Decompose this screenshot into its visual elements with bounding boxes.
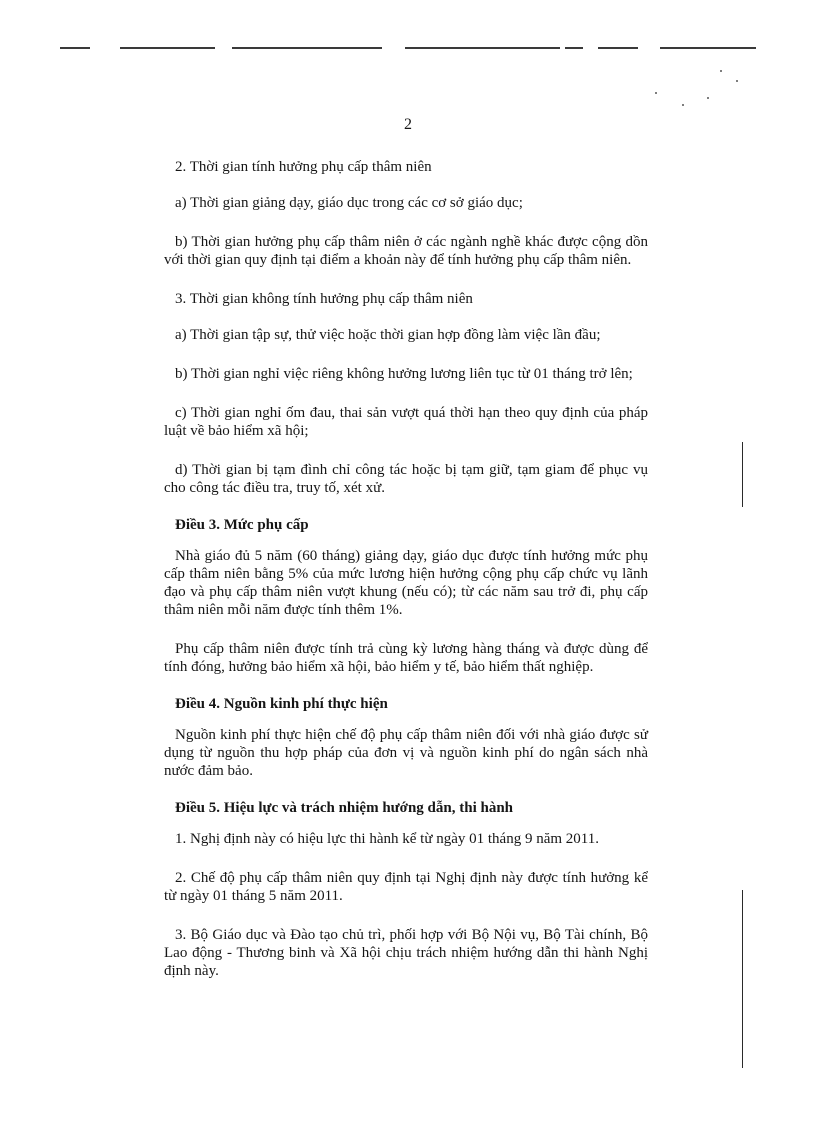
section-3-item-a: a) Thời gian tập sự, thử việc hoặc thời gian hợp đồng làm việc lần đầu; [175, 327, 601, 343]
article-4-paragraph-1: Nguồn kinh phí thực hiện chế độ phụ cấp thâm niên đối với nhà giáo được sử dụng từ nguồn thu hợp pháp của đơn vị và nguồn kinh phí do ngân sách nhà nước đảm bảo. [164, 727, 648, 779]
page-number: 2 [404, 116, 412, 133]
section-3-item-c: c) Thời gian nghỉ ốm đau, thai sản vượt quá thời hạn theo quy định của pháp luật về bảo hiểm xã hội; [164, 405, 648, 439]
scan-speck [655, 92, 657, 94]
scan-speck [720, 70, 722, 72]
article-5-paragraph-1: 1. Nghị định này có hiệu lực thi hành kể từ ngày 01 tháng 9 năm 2011. [175, 831, 599, 847]
scan-header-rule [60, 47, 756, 51]
scan-margin-rule [742, 442, 743, 507]
scan-speck [682, 104, 684, 106]
scan-margin-rule [742, 890, 743, 1068]
section-3-item-b: b) Thời gian nghỉ việc riêng không hưởng lương liên tục từ 01 tháng trở lên; [175, 366, 633, 382]
document-body [164, 158, 648, 980]
article-5-heading: Điều 5. Hiệu lực và trách nhiệm hướng dẫn, thi hành [175, 800, 514, 816]
article-3-heading: Điều 3. Mức phụ cấp [175, 517, 309, 533]
article-5-paragraph-2: 2. Chế độ phụ cấp thâm niên quy định tại Nghị định này được tính hưởng kể từ ngày 01 tháng 5 năm 2011. [164, 870, 648, 904]
article-3-paragraph-2: Phụ cấp thâm niên được tính trả cùng kỳ lương hàng tháng và được dùng để tính đóng, hưởng bảo hiểm xã hội, bảo hiểm y tế, bảo hiểm thất nghiệp. [164, 641, 648, 675]
article-5-paragraph-3: 3. Bộ Giáo dục và Đào tạo chủ trì, phối hợp với Bộ Nội vụ, Bộ Tài chính, Bộ Lao động - Thương binh và Xã hội chịu trách nhiệm hướng dẫn thi hành Nghị định này. [164, 927, 648, 979]
article-3-paragraph-1: Nhà giáo đủ 5 năm (60 tháng) giảng dạy, giáo dục được tính hưởng mức phụ cấp thâm niên bằng 5% của mức lương hiện hưởng cộng phụ cấp chức vụ lãnh đạo và phụ cấp thâm niên vượt khung (nếu có); từ các năm sau trở đi, phụ cấp thâm niên mỗi năm được tính thêm 1%. [164, 548, 648, 618]
article-4-heading: Điều 4. Nguồn kinh phí thực hiện [175, 696, 388, 712]
section-3-item-d: d) Thời gian bị tạm đình chỉ công tác hoặc bị tạm giữ, tạm giam để phục vụ cho công tác điều tra, truy tố, xét xử. [164, 462, 648, 496]
section-2-item-a: a) Thời gian giảng dạy, giáo dục trong các cơ sở giáo dục; [175, 195, 523, 211]
section-2-title: 2. Thời gian tính hưởng phụ cấp thâm niên [175, 159, 432, 175]
section-3-title: 3. Thời gian không tính hưởng phụ cấp thâm niên [175, 291, 473, 307]
scan-speck [736, 80, 738, 82]
section-2-item-b: b) Thời gian hưởng phụ cấp thâm niên ở các ngành nghề khác được cộng dồn với thời gian quy định tại điểm a khoản này để tính hưởng phụ cấp thâm niên. [164, 234, 648, 268]
scan-speck [707, 97, 709, 99]
